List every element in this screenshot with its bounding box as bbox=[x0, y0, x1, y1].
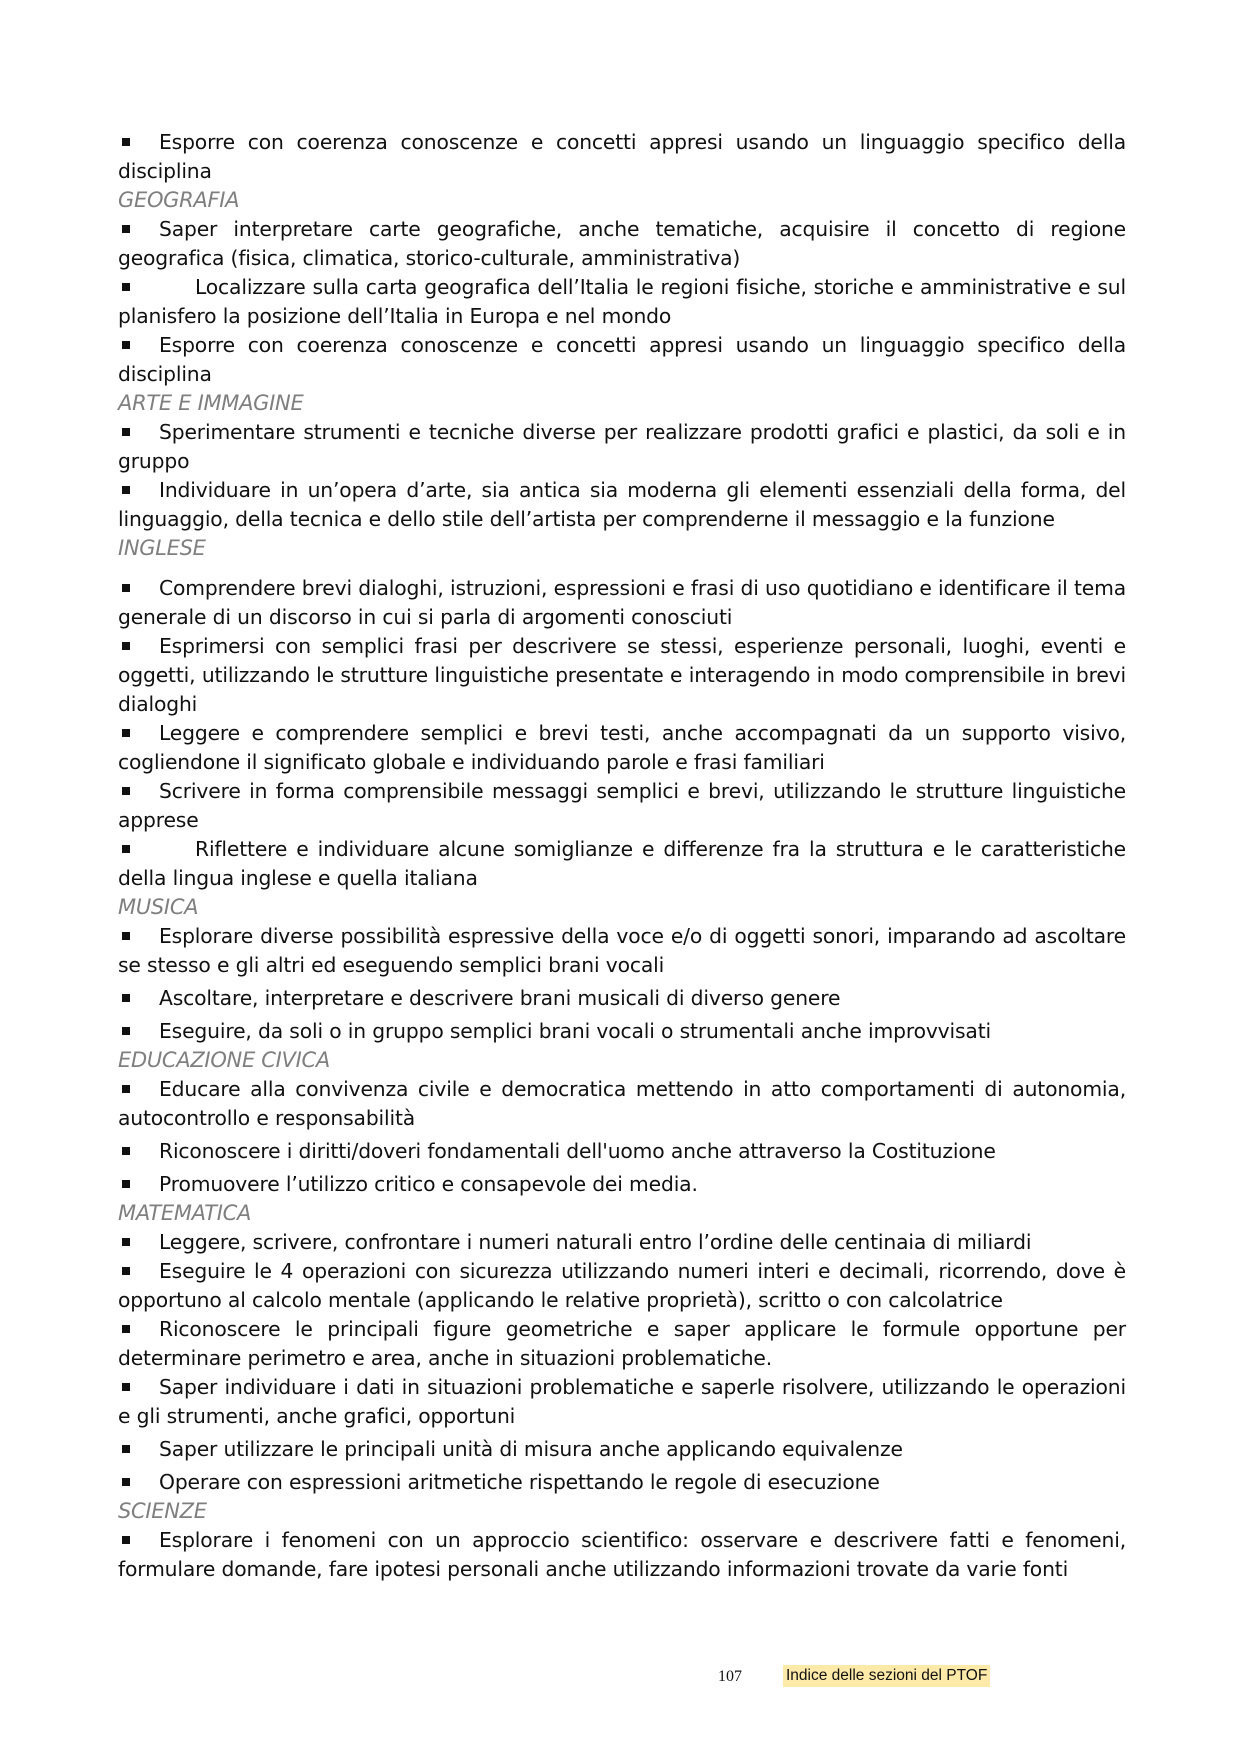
list-item bbox=[118, 1075, 1126, 1133]
bullet-icon bbox=[122, 1147, 130, 1155]
bullet-icon bbox=[122, 1383, 130, 1391]
list-item-text: Saper individuare i dati in situazioni problematiche e saperle risolvere, utilizzando le operazioni e gli strumenti, anche grafici, opportuni bbox=[118, 1375, 1126, 1428]
bullet-icon bbox=[122, 1445, 130, 1453]
list-item-text: Operare con espressioni aritmetiche rispettando le regole di esecuzione bbox=[159, 1470, 880, 1494]
bullet-icon bbox=[122, 1325, 130, 1333]
list-item-text: Esporre con coerenza conoscenze e concetti appresi usando un linguaggio specifico della disciplina bbox=[118, 130, 1126, 183]
list-item-text: Sperimentare strumenti e tecniche diverse per realizzare prodotti grafici e plastici, da soli e in gruppo bbox=[118, 420, 1126, 473]
list-item-text: Educare alla convivenza civile e democratica mettendo in atto comportamenti di autonomia, autocontrollo e responsabilità bbox=[118, 1077, 1126, 1130]
bullet-icon bbox=[122, 283, 130, 291]
list-item bbox=[118, 984, 1126, 1013]
list-item bbox=[118, 128, 1126, 186]
bullet-icon bbox=[122, 1085, 130, 1093]
bullet-icon bbox=[122, 225, 130, 233]
list-item-text: Riflettere e individuare alcune somiglianze e differenze fra la struttura e le caratteristiche della lingua inglese e quella italiana bbox=[118, 837, 1126, 890]
list-item-text: Localizzare sulla carta geografica dell’Italia le regioni fisiche, storiche e amministrative e sul planisfero la posizione dell’Italia in Europa e nel mondo bbox=[118, 275, 1126, 328]
list-item bbox=[118, 418, 1126, 476]
page-number: 107 bbox=[718, 1668, 742, 1685]
list-item bbox=[118, 331, 1126, 389]
list-item bbox=[118, 1257, 1126, 1315]
bullet-icon bbox=[122, 1180, 130, 1188]
list-item-text: Esporre con coerenza conoscenze e concetti appresi usando un linguaggio specifico della disciplina bbox=[118, 333, 1126, 386]
bullet-icon bbox=[122, 1267, 130, 1275]
list-item bbox=[118, 719, 1126, 777]
section-heading-musica: MUSICA bbox=[118, 895, 199, 919]
bullet-icon bbox=[122, 1536, 130, 1544]
list-item-text: Promuovere l’utilizzo critico e consapevole dei media. bbox=[159, 1172, 698, 1196]
section-heading-arte-e-immagine: ARTE E IMMAGINE bbox=[118, 391, 304, 415]
bullet-icon bbox=[122, 642, 130, 650]
section-heading-educazione-civica: EDUCAZIONE CIVICA bbox=[118, 1048, 330, 1072]
list-item bbox=[118, 922, 1126, 980]
page-footer bbox=[0, 1665, 1243, 1691]
ptof-index-link[interactable]: Indice delle sezioni del PTOF bbox=[783, 1665, 990, 1687]
list-item bbox=[118, 1228, 1126, 1257]
list-item bbox=[118, 835, 1126, 893]
bullet-icon bbox=[122, 428, 130, 436]
list-item-text: Riconoscere i diritti/doveri fondamentali dell'uomo anche attraverso la Costituzione bbox=[159, 1139, 996, 1163]
section-heading-matematica: MATEMATICA bbox=[118, 1201, 252, 1225]
section-heading-inglese: INGLESE bbox=[118, 536, 206, 560]
list-item bbox=[118, 1526, 1126, 1584]
bullet-icon bbox=[122, 486, 130, 494]
list-item bbox=[118, 215, 1126, 273]
bullet-icon bbox=[122, 845, 130, 853]
list-item bbox=[118, 1468, 1126, 1497]
list-item-text: Eseguire le 4 operazioni con sicurezza utilizzando numeri interi e decimali, ricorrendo, dove è opportuno al calcolo mentale (applicando le relative proprietà), scritto o con calcolatrice bbox=[118, 1259, 1126, 1312]
list-item bbox=[118, 1137, 1126, 1166]
bullet-icon bbox=[122, 584, 130, 592]
list-item-text: Riconoscere le principali figure geometriche e saper applicare le formule opportune per determinare perimetro e area, anche in situazioni problematiche. bbox=[118, 1317, 1126, 1370]
list-item-text: Leggere, scrivere, confrontare i numeri naturali entro l’ordine delle centinaia di miliardi bbox=[159, 1230, 1032, 1254]
list-item-text: Scrivere in forma comprensibile messaggi semplici e brevi, utilizzando le strutture linguistiche apprese bbox=[118, 779, 1126, 832]
bullet-icon bbox=[122, 1238, 130, 1246]
bullet-icon bbox=[122, 1027, 130, 1035]
list-item-text: Individuare in un’opera d’arte, sia antica sia moderna gli elementi essenziali della forma, del linguaggio, della tecnica e dello stile dell’artista per comprenderne il messaggio e la funzione bbox=[118, 478, 1126, 531]
list-item bbox=[118, 273, 1126, 331]
list-item-text: Saper utilizzare le principali unità di misura anche applicando equivalenze bbox=[159, 1437, 903, 1461]
bullet-icon bbox=[122, 729, 130, 737]
bullet-icon bbox=[122, 994, 130, 1002]
document-body bbox=[118, 128, 1126, 1584]
list-item-text: Saper interpretare carte geografiche, anche tematiche, acquisire il concetto di regione geografica (fisica, climatica, storico-culturale, amministrativa) bbox=[118, 217, 1126, 270]
bullet-icon bbox=[122, 932, 130, 940]
list-item-text: Comprendere brevi dialoghi, istruzioni, espressioni e frasi di uso quotidiano e identificare il tema generale di un discorso in cui si parla di argomenti conosciuti bbox=[118, 576, 1126, 629]
bullet-icon bbox=[122, 138, 130, 146]
section-heading-geografia: GEOGRAFIA bbox=[118, 188, 240, 212]
list-item bbox=[118, 1017, 1126, 1046]
list-item-text: Esprimersi con semplici frasi per descrivere se stessi, esperienze personali, luoghi, eventi e oggetti, utilizzando le strutture linguistiche presentate e interagendo in modo comprensibile in brevi dialoghi bbox=[118, 634, 1126, 716]
list-item bbox=[118, 1435, 1126, 1464]
bullet-icon bbox=[122, 1478, 130, 1486]
list-item bbox=[118, 777, 1126, 835]
list-item-text: Ascoltare, interpretare e descrivere brani musicali di diverso genere bbox=[159, 986, 841, 1010]
list-item-text: Esplorare diverse possibilità espressive della voce e/o di oggetti sonori, imparando ad ascoltare se stesso e gli altri ed eseguendo semplici brani vocali bbox=[118, 924, 1126, 977]
list-item bbox=[118, 632, 1126, 719]
list-item-text: Leggere e comprendere semplici e brevi testi, anche accompagnati da un supporto visivo, cogliendone il significato globale e individuando parole e frasi familiari bbox=[118, 721, 1126, 774]
list-item bbox=[118, 1373, 1126, 1431]
section-heading-scienze: SCIENZE bbox=[118, 1499, 207, 1523]
list-item-text: Esplorare i fenomeni con un approccio scientifico: osservare e descrivere fatti e fenomeni, formulare domande, fare ipotesi personali anche utilizzando informazioni trovate da varie fonti bbox=[118, 1528, 1126, 1581]
bullet-icon bbox=[122, 787, 130, 795]
list-item bbox=[118, 574, 1126, 632]
bullet-icon bbox=[122, 341, 130, 349]
list-item bbox=[118, 1315, 1126, 1373]
list-item-text: Eseguire, da soli o in gruppo semplici brani vocali o strumentali anche improvvisati bbox=[159, 1019, 991, 1043]
list-item bbox=[118, 1170, 1126, 1199]
list-item bbox=[118, 476, 1126, 534]
